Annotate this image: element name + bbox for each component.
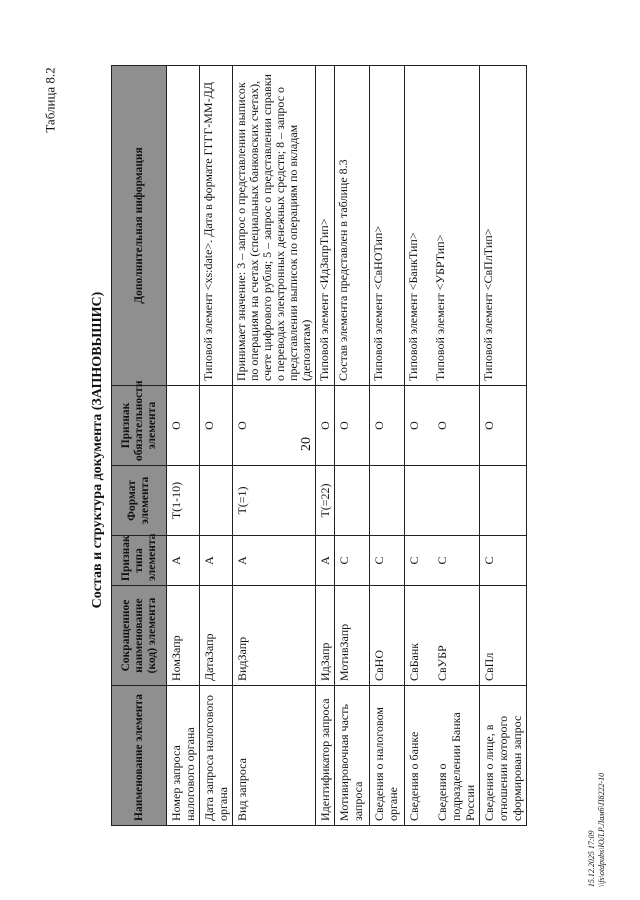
table-title: Состав и структура документа (ЗАПНОВЫШИС) — [90, 291, 105, 609]
element-format: T(=1) — [233, 466, 316, 536]
footer-path: \\fs\otdpubs\ЮЛ.Р.Ламб\П8222-10 — [597, 772, 607, 888]
element-format — [405, 466, 480, 536]
element-name: Идентификатор запроса — [316, 686, 335, 826]
element-required-pair — [405, 386, 480, 466]
column-header: Сокращенное наименование (код) элемента — [112, 586, 167, 686]
element-code: СвБанк — [407, 642, 421, 681]
element-code: НомЗапр — [167, 586, 200, 686]
element-code: СвНО — [370, 586, 405, 686]
header-row — [112, 66, 167, 826]
element-type: А — [316, 536, 335, 586]
element-info: Состав элемента представлен в таблице 8.3 — [335, 66, 370, 386]
element-code: ДатаЗапр — [200, 586, 233, 686]
table-row — [316, 66, 335, 826]
element-format — [335, 466, 370, 536]
element-type-pair — [405, 536, 480, 586]
column-header: Признак обязательности элемента — [112, 386, 167, 466]
element-name: Номер запроса налогового органа — [167, 686, 200, 826]
element-format: T(1-10) — [167, 466, 200, 536]
element-format — [370, 466, 405, 536]
element-required: О — [370, 386, 405, 466]
table-row — [233, 66, 316, 826]
element-type: А — [200, 536, 233, 586]
element-type: А — [167, 536, 200, 586]
element-format: T(=22) — [316, 466, 335, 536]
element-format — [200, 466, 233, 536]
element-type: С — [480, 536, 527, 586]
element-required: О — [407, 421, 421, 430]
element-info: Типовой элемент <xs:date>. Дата в формате ГГГГ-ММ-ДД — [200, 66, 233, 386]
page-number: 20 — [299, 437, 314, 451]
footer-timestamp: 15.12.2025 17:09 — [587, 830, 597, 888]
element-info: Типовой элемент <СвНОТип> — [370, 66, 405, 386]
element-info-pair — [405, 66, 480, 386]
element-required: О — [435, 421, 449, 430]
column-header: Наименование элемента — [112, 686, 167, 826]
element-required: О — [167, 386, 200, 466]
element-name: Сведения о банке — [407, 731, 421, 821]
element-name: Мотивировочная часть запроса — [335, 686, 370, 826]
element-required: О — [480, 386, 527, 466]
element-info: Принимает значение: 3 – запрос о представлении выписок по операциям на счетах (специальных банковских счетах), счете цифрового рубля; 5 – запрос о представлении справки о переводах электронных денежных средств; 8 – запрос о представлении выписок по операциям по вкладам (депозитам) — [233, 66, 316, 386]
table-row — [200, 66, 233, 826]
element-info: Типовой элемент <УБРТип> — [433, 234, 447, 381]
rotated-table-area — [85, 50, 555, 850]
element-code: ВидЗапр — [233, 586, 316, 686]
element-code: СвУБР — [435, 645, 449, 681]
element-name: Сведения о налоговом органе — [370, 686, 405, 826]
element-code: ИдЗапр — [316, 586, 335, 686]
column-header: Дополнительная информация — [112, 66, 167, 386]
column-header: Формат элемента — [112, 466, 167, 536]
element-name: Вид запроса — [233, 686, 316, 826]
element-type: С — [370, 536, 405, 586]
element-name: Сведения о лице, в отношении которого сформирован запрос — [480, 686, 527, 826]
table-row — [480, 66, 527, 826]
element-required: О — [316, 386, 335, 466]
element-type: С — [335, 536, 370, 586]
element-type: С — [435, 556, 449, 565]
element-code-pair — [405, 586, 480, 686]
file-footer — [587, 773, 607, 887]
table-row — [167, 66, 200, 826]
element-type: А — [233, 536, 316, 586]
table-number: Таблица 8.2 — [42, 67, 58, 133]
element-required: О — [233, 386, 316, 466]
element-required: О — [200, 386, 233, 466]
element-name-pair — [405, 686, 480, 826]
structure-table — [111, 65, 527, 826]
element-format — [480, 466, 527, 536]
element-info: Типовой элемент <ИдЗапрТип> — [316, 66, 335, 386]
element-name: Дата запроса налогового органа — [200, 686, 233, 826]
element-info: Типовой элемент <СвПлТип> — [480, 66, 527, 386]
element-name: Сведения о подразделении Банка России — [435, 712, 477, 821]
table-row — [335, 66, 370, 826]
element-info: Типовой элемент <БанкТип> — [406, 232, 420, 381]
element-required: О — [335, 386, 370, 466]
element-type: С — [407, 556, 421, 565]
element-code: СвПл — [480, 586, 527, 686]
table-row — [370, 66, 405, 826]
column-header: Признак типа элемента — [112, 536, 167, 586]
element-info — [167, 66, 200, 386]
element-code: МотивЗапр — [335, 586, 370, 686]
table-row-choice — [405, 66, 480, 826]
